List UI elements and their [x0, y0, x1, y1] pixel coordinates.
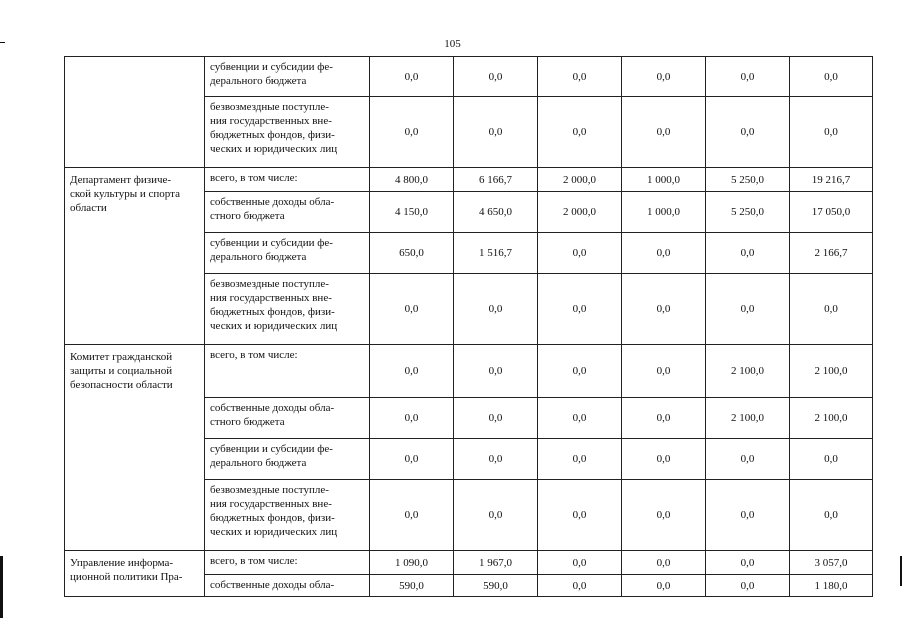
value-cell: 0,0 — [370, 398, 454, 439]
value-cell: 0,0 — [538, 398, 622, 439]
value-cell: 0,0 — [370, 480, 454, 551]
value-cell: 0,0 — [454, 480, 538, 551]
total-value-cell: 3 057,0 — [790, 551, 873, 575]
total-value-cell: 0,0 — [790, 439, 873, 480]
value-cell: 1 967,0 — [454, 551, 538, 575]
funding-source-cell: всего, в том числе: — [205, 168, 370, 192]
scan-margin-mark — [0, 556, 3, 618]
value-cell: 0,0 — [706, 97, 790, 168]
table-row — [65, 345, 873, 398]
total-value-cell: 1 180,0 — [790, 575, 873, 597]
value-cell: 0,0 — [706, 480, 790, 551]
total-value-cell: 0,0 — [790, 97, 873, 168]
value-cell: 0,0 — [454, 398, 538, 439]
funding-source-cell: собственные доходы обла- стного бюджета — [205, 398, 370, 439]
value-cell: 1 000,0 — [622, 192, 706, 233]
funding-source-cell: субвенции и субсидии фе- дерального бюджета — [205, 439, 370, 480]
table-row — [65, 551, 873, 575]
department-cell: Департамент физиче- ской культуры и спорта области — [65, 168, 205, 345]
value-cell: 0,0 — [370, 57, 454, 97]
value-cell: 5 250,0 — [706, 192, 790, 233]
total-value-cell: 2 100,0 — [790, 398, 873, 439]
value-cell: 0,0 — [706, 233, 790, 274]
value-cell: 0,0 — [538, 57, 622, 97]
value-cell: 4 800,0 — [370, 168, 454, 192]
funding-source-cell: собственные доходы обла- — [205, 575, 370, 597]
value-cell: 0,0 — [454, 274, 538, 345]
value-cell: 0,0 — [622, 439, 706, 480]
value-cell: 0,0 — [370, 274, 454, 345]
value-cell: 0,0 — [454, 345, 538, 398]
value-cell: 5 250,0 — [706, 168, 790, 192]
funding-source-cell: безвозмездные поступле- ния государственных вне- бюджетных фондов, физи- ческих и юридических лиц — [205, 480, 370, 551]
total-value-cell: 0,0 — [790, 480, 873, 551]
value-cell: 1 000,0 — [622, 168, 706, 192]
total-value-cell: 2 166,7 — [790, 233, 873, 274]
value-cell: 0,0 — [454, 97, 538, 168]
value-cell: 2 000,0 — [538, 168, 622, 192]
value-cell: 0,0 — [538, 274, 622, 345]
scan-margin-mark — [900, 556, 902, 586]
funding-source-cell: всего, в том числе: — [205, 551, 370, 575]
funding-source-cell: субвенции и субсидии фе- дерального бюджета — [205, 233, 370, 274]
value-cell: 0,0 — [706, 575, 790, 597]
total-value-cell: 0,0 — [790, 274, 873, 345]
total-value-cell: 2 100,0 — [790, 345, 873, 398]
value-cell: 0,0 — [622, 575, 706, 597]
value-cell: 1 090,0 — [370, 551, 454, 575]
page-number: 105 — [444, 38, 461, 50]
value-cell: 0,0 — [622, 551, 706, 575]
value-cell: 0,0 — [622, 480, 706, 551]
value-cell: 0,0 — [622, 57, 706, 97]
value-cell: 0,0 — [538, 439, 622, 480]
value-cell: 0,0 — [538, 480, 622, 551]
value-cell: 0,0 — [622, 274, 706, 345]
value-cell: 2 100,0 — [706, 345, 790, 398]
value-cell: 4 650,0 — [454, 192, 538, 233]
department-cell: Управление информа- ционной политики Пра- — [65, 551, 205, 597]
department-cell: Комитет гражданской защиты и социальной безопасности области — [65, 345, 205, 551]
value-cell: 0,0 — [538, 97, 622, 168]
value-cell: 590,0 — [370, 575, 454, 597]
value-cell: 0,0 — [706, 57, 790, 97]
value-cell: 0,0 — [370, 97, 454, 168]
funding-source-cell: безвозмездные поступле- ния государственных вне- бюджетных фондов, физи- ческих и юридических лиц — [205, 97, 370, 168]
budget-table — [64, 56, 873, 597]
value-cell: 2 000,0 — [538, 192, 622, 233]
table-row — [65, 168, 873, 192]
value-cell: 0,0 — [622, 398, 706, 439]
value-cell: 0,0 — [454, 57, 538, 97]
value-cell: 4 150,0 — [370, 192, 454, 233]
value-cell: 0,0 — [622, 345, 706, 398]
funding-source-cell: безвозмездные поступле- ния государственных вне- бюджетных фондов, физи- ческих и юридических лиц — [205, 274, 370, 345]
value-cell: 1 516,7 — [454, 233, 538, 274]
scan-margin-mark — [0, 42, 5, 43]
funding-source-cell: собственные доходы обла- стного бюджета — [205, 192, 370, 233]
total-value-cell: 17 050,0 — [790, 192, 873, 233]
value-cell: 0,0 — [622, 97, 706, 168]
funding-source-cell: субвенции и субсидии фе- дерального бюджета — [205, 57, 370, 97]
table-row — [65, 57, 873, 97]
value-cell: 0,0 — [622, 233, 706, 274]
value-cell: 0,0 — [454, 439, 538, 480]
value-cell: 6 166,7 — [454, 168, 538, 192]
value-cell: 0,0 — [538, 575, 622, 597]
value-cell: 0,0 — [538, 345, 622, 398]
value-cell: 0,0 — [538, 233, 622, 274]
department-cell — [65, 57, 205, 168]
funding-source-cell: всего, в том числе: — [205, 345, 370, 398]
value-cell: 0,0 — [370, 345, 454, 398]
value-cell: 0,0 — [706, 551, 790, 575]
value-cell: 0,0 — [538, 551, 622, 575]
value-cell: 0,0 — [370, 439, 454, 480]
total-value-cell: 0,0 — [790, 57, 873, 97]
value-cell: 0,0 — [706, 274, 790, 345]
value-cell: 650,0 — [370, 233, 454, 274]
value-cell: 590,0 — [454, 575, 538, 597]
value-cell: 0,0 — [706, 439, 790, 480]
total-value-cell: 19 216,7 — [790, 168, 873, 192]
value-cell: 2 100,0 — [706, 398, 790, 439]
